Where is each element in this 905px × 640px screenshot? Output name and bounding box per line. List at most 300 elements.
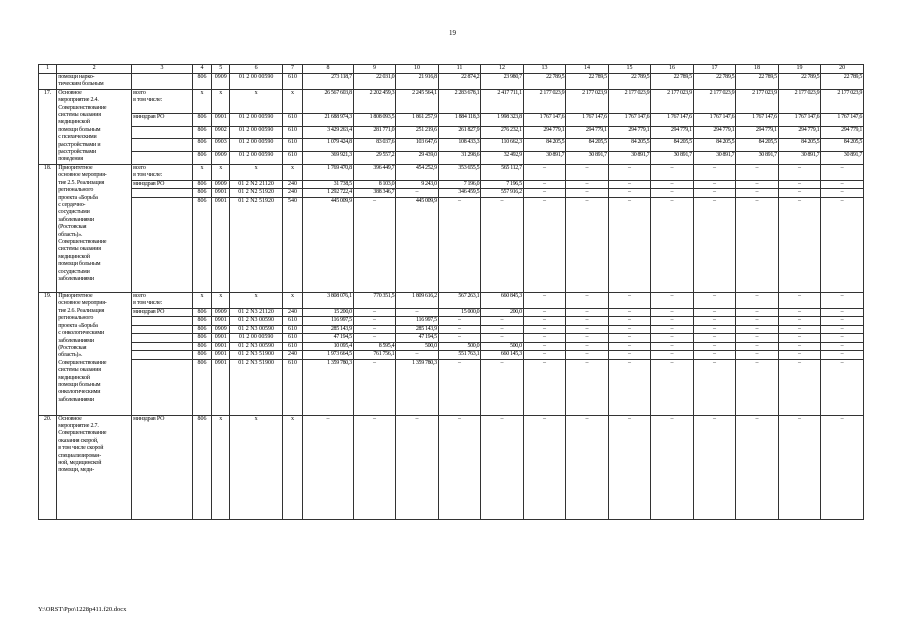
executor	[132, 74, 193, 90]
amount-cell: 10 095,4	[303, 342, 354, 350]
amount-cell: 346 459,5	[438, 189, 481, 197]
amount-cell: –	[523, 334, 566, 342]
amount-cell: –	[778, 293, 821, 309]
amount-cell: 2 177 023,9	[821, 89, 864, 113]
amount-cell: 22 789,5	[651, 74, 694, 90]
amount-cell: –	[353, 197, 396, 292]
budget-code-c6: 01 2 N3 21120	[230, 309, 283, 317]
amount-cell: 22 789,5	[778, 74, 821, 90]
executor	[132, 189, 193, 197]
amount-cell: 761 756,1	[353, 351, 396, 359]
budget-code-c6: 01 2 N2 21120	[230, 180, 283, 188]
amount-cell: –	[608, 325, 651, 333]
row-number	[39, 74, 57, 90]
amount-cell: 110 662,3	[481, 139, 524, 152]
amount-cell: –	[651, 164, 694, 180]
amount-cell: –	[353, 309, 396, 317]
amount-cell: 454 252,9	[396, 164, 439, 180]
amount-cell: 1 767 147,6	[778, 114, 821, 127]
amount-cell: –	[736, 342, 779, 350]
amount-cell: –	[821, 293, 864, 309]
table-row	[39, 126, 864, 139]
amount-cell: –	[651, 317, 694, 325]
budget-code-c6: 01 2 N3 51900	[230, 351, 283, 359]
amount-cell: –	[778, 415, 821, 519]
amount-cell: –	[566, 317, 609, 325]
amount-cell: –	[566, 189, 609, 197]
amount-cell: –	[353, 359, 396, 415]
measure-name: Приоритетное основное мероприя- тие 2.5. Реализация регионального проекта «Борьба с сердечно- сосудистыми заболеваниями (Ростовская область)». Совершенствование системы оказания медицинской помощи больным сосудистыми заболеваниями	[57, 164, 132, 292]
amount-cell: 22 789,5	[608, 74, 651, 90]
amount-cell: –	[523, 351, 566, 359]
amount-cell: 2 245 564,1	[396, 89, 439, 113]
amount-cell: –	[608, 309, 651, 317]
executor: минздрав РО	[132, 180, 193, 188]
amount-cell: –	[566, 164, 609, 180]
table-row	[39, 139, 864, 152]
budget-code-c4: 806	[192, 351, 211, 359]
amount-cell: 8 595,4	[353, 342, 396, 350]
amount-cell: –	[821, 189, 864, 197]
amount-cell: 294 779,1	[736, 126, 779, 139]
budget-code-c7: 610	[282, 317, 302, 325]
amount-cell: –	[523, 325, 566, 333]
budget-code-c5: 0909	[212, 180, 230, 188]
budget-code-c7: 240	[282, 180, 302, 188]
amount-cell: 294 779,1	[608, 126, 651, 139]
amount-cell: –	[778, 189, 821, 197]
amount-cell: –	[693, 164, 736, 180]
amount-cell: –	[353, 325, 396, 333]
amount-cell: –	[651, 309, 694, 317]
amount-cell: –	[736, 197, 779, 292]
amount-cell: –	[693, 342, 736, 350]
column-number: 12	[481, 65, 524, 74]
amount-cell: –	[821, 351, 864, 359]
amount-cell: –	[396, 415, 439, 519]
amount-cell: –	[821, 334, 864, 342]
budget-code-c7: 610	[282, 126, 302, 139]
amount-cell: –	[736, 180, 779, 188]
amount-cell: 1 861 257,9	[396, 114, 439, 127]
table-row	[39, 180, 864, 188]
executor: всего в том числе:	[132, 164, 193, 180]
amount-cell: 30 891,7	[523, 152, 566, 165]
amount-cell: 7 196,5	[481, 180, 524, 188]
budget-code-c5: 0901	[212, 342, 230, 350]
amount-cell: 396 449,7	[353, 164, 396, 180]
amount-cell: 103 647,6	[396, 139, 439, 152]
amount-cell: 500,0	[438, 342, 481, 350]
amount-cell: –	[608, 334, 651, 342]
column-number: 19	[778, 65, 821, 74]
budget-code-c7: 610	[282, 114, 302, 127]
amount-cell: –	[608, 415, 651, 519]
table-row	[39, 189, 864, 197]
amount-cell: 84 205,5	[651, 139, 694, 152]
amount-cell: –	[821, 180, 864, 188]
amount-cell: –	[736, 325, 779, 333]
amount-cell: –	[736, 293, 779, 309]
budget-code-c4: 806	[192, 139, 211, 152]
column-number: 4	[192, 65, 211, 74]
amount-cell: 294 779,1	[566, 126, 609, 139]
amount-cell: 2 177 023,9	[608, 89, 651, 113]
budget-code-c7: 240	[282, 309, 302, 317]
amount-cell: –	[523, 309, 566, 317]
amount-cell: –	[778, 317, 821, 325]
amount-cell: 2 177 023,9	[693, 89, 736, 113]
amount-cell: 445 009,9	[396, 197, 439, 292]
budget-code-c5: x	[212, 415, 230, 519]
budget-code-c7: 610	[282, 325, 302, 333]
amount-cell: 1 884 118,3	[438, 114, 481, 127]
amount-cell: –	[481, 197, 524, 292]
budget-code-c6: 01 2 N3 00590	[230, 325, 283, 333]
amount-cell: –	[778, 359, 821, 415]
amount-cell: 2 177 023,9	[778, 89, 821, 113]
executor	[132, 334, 193, 342]
executor	[132, 325, 193, 333]
budget-code-c5: 0901	[212, 359, 230, 415]
table-row	[39, 74, 864, 90]
executor	[132, 152, 193, 165]
budget-code-c6: 01 2 00 00590	[230, 114, 283, 127]
budget-code-c5: 0901	[212, 334, 230, 342]
amount-cell: –	[821, 342, 864, 350]
amount-cell: 1 973 664,5	[303, 351, 354, 359]
budget-code-c7: 610	[282, 139, 302, 152]
amount-cell: 84 205,5	[736, 139, 779, 152]
amount-cell: 2 283 678,1	[438, 89, 481, 113]
amount-cell: –	[736, 415, 779, 519]
budget-code-c5: 0909	[212, 74, 230, 90]
budget-code-c6: x	[230, 293, 283, 309]
amount-cell: 281 771,0	[353, 126, 396, 139]
amount-cell: 84 205,5	[608, 139, 651, 152]
budget-code-c4: 806	[192, 189, 211, 197]
amount-cell: 1 767 147,6	[523, 114, 566, 127]
budget-code-c6: 01 2 N2 51920	[230, 189, 283, 197]
budget-code-c5: 0901	[212, 114, 230, 127]
amount-cell: –	[693, 189, 736, 197]
table-row	[39, 317, 864, 325]
budget-code-c5: 0901	[212, 197, 230, 292]
executor: минздрав РО	[132, 309, 193, 317]
amount-cell: –	[608, 189, 651, 197]
budget-code-c7: 610	[282, 74, 302, 90]
amount-cell: –	[608, 342, 651, 350]
amount-cell: –	[736, 189, 779, 197]
amount-cell: –	[566, 293, 609, 309]
table-row	[39, 197, 864, 292]
budget-code-c7: 610	[282, 342, 302, 350]
amount-cell: –	[523, 197, 566, 292]
amount-cell: 22 789,5	[566, 74, 609, 90]
amount-cell: –	[651, 189, 694, 197]
amount-cell: –	[651, 351, 694, 359]
column-number: 16	[651, 65, 694, 74]
amount-cell: 1 767 147,6	[651, 114, 694, 127]
amount-cell: –	[481, 325, 524, 333]
amount-cell: –	[778, 309, 821, 317]
amount-cell: 31 298,6	[438, 152, 481, 165]
amount-cell: 22 789,5	[736, 74, 779, 90]
budget-code-c5: 0901	[212, 189, 230, 197]
table-row	[39, 114, 864, 127]
budget-code-c4: 806	[192, 74, 211, 90]
amount-cell: –	[821, 317, 864, 325]
amount-cell: 47 194,5	[303, 334, 354, 342]
column-number-row	[39, 65, 864, 74]
amount-cell: –	[608, 197, 651, 292]
column-number: 15	[608, 65, 651, 74]
column-number: 6	[230, 65, 283, 74]
budget-table	[38, 64, 864, 520]
budget-code-c7: 540	[282, 197, 302, 292]
amount-cell: 388 346,7	[353, 189, 396, 197]
amount-cell: 273 118,7	[303, 74, 354, 90]
amount-cell: 30 891,7	[651, 152, 694, 165]
amount-cell: 30 891,7	[821, 152, 864, 165]
amount-cell: –	[736, 351, 779, 359]
column-number: 14	[566, 65, 609, 74]
budget-code-c5: 0903	[212, 139, 230, 152]
budget-code-c7: x	[282, 293, 302, 309]
amount-cell: 567 263,1	[438, 293, 481, 309]
table-row	[39, 415, 864, 519]
amount-cell: 369 921,3	[303, 152, 354, 165]
measure-name: помощи нарко- тическим больным	[57, 74, 132, 90]
amount-cell: –	[608, 351, 651, 359]
amount-cell: –	[821, 325, 864, 333]
amount-cell: 1 767 147,6	[821, 114, 864, 127]
amount-cell: –	[523, 180, 566, 188]
budget-code-c4: 806	[192, 342, 211, 350]
amount-cell: 84 205,5	[523, 139, 566, 152]
column-number: 17	[693, 65, 736, 74]
column-number: 2	[57, 65, 132, 74]
executor: минздрав РО	[132, 415, 193, 519]
budget-code-c4: 806	[192, 114, 211, 127]
budget-code-c4: 806	[192, 359, 211, 415]
budget-code-c5: 0909	[212, 152, 230, 165]
budget-code-c4: x	[192, 89, 211, 113]
amount-cell: –	[523, 415, 566, 519]
column-number: 13	[523, 65, 566, 74]
amount-cell: –	[693, 359, 736, 415]
amount-cell: 353 655,5	[438, 164, 481, 180]
amount-cell: –	[736, 164, 779, 180]
amount-cell: 15 000,0	[438, 309, 481, 317]
amount-cell: –	[736, 359, 779, 415]
amount-cell: –	[651, 334, 694, 342]
amount-cell: –	[693, 325, 736, 333]
amount-cell: –	[566, 180, 609, 188]
amount-cell: –	[821, 309, 864, 317]
amount-cell: –	[566, 342, 609, 350]
amount-cell: –	[693, 197, 736, 292]
row-number: 20.	[39, 415, 57, 519]
budget-code-c7: 610	[282, 152, 302, 165]
amount-cell: –	[693, 415, 736, 519]
amount-cell: –	[566, 351, 609, 359]
amount-cell: 2 177 023,9	[523, 89, 566, 113]
budget-code-c4: 806	[192, 152, 211, 165]
amount-cell: 294 779,1	[523, 126, 566, 139]
amount-cell: 285 143,9	[396, 325, 439, 333]
budget-code-c6: 01 2 00 00590	[230, 126, 283, 139]
executor: всего в том числе:	[132, 89, 193, 113]
amount-cell: 3 429 263,4	[303, 126, 354, 139]
amount-cell: –	[608, 164, 651, 180]
executor	[132, 342, 193, 350]
amount-cell: 200,0	[481, 309, 524, 317]
amount-cell: 1 359 780,3	[396, 359, 439, 415]
amount-cell: 29 439,0	[396, 152, 439, 165]
amount-cell: –	[523, 317, 566, 325]
amount-cell: –	[736, 317, 779, 325]
amount-cell: –	[821, 415, 864, 519]
amount-cell: 1 998 323,8	[481, 114, 524, 127]
amount-cell: 285 143,9	[303, 325, 354, 333]
amount-cell: –	[821, 359, 864, 415]
amount-cell: 1 808 093,5	[353, 114, 396, 127]
budget-code-c6: 01 2 N3 00590	[230, 317, 283, 325]
column-number: 11	[438, 65, 481, 74]
amount-cell: 557 916,2	[481, 189, 524, 197]
budget-code-c5: x	[212, 293, 230, 309]
amount-cell: 84 205,5	[566, 139, 609, 152]
amount-cell: –	[566, 415, 609, 519]
amount-cell: 1 079 424,8	[303, 139, 354, 152]
column-number: 20	[821, 65, 864, 74]
amount-cell: 1 292 722,4	[303, 189, 354, 197]
budget-code-c7: x	[282, 164, 302, 180]
amount-cell: 108 433,3	[438, 139, 481, 152]
amount-cell: 276 232,1	[481, 126, 524, 139]
amount-cell: 2 202 459,3	[353, 89, 396, 113]
amount-cell: –	[303, 415, 354, 519]
amount-cell: 47 194,5	[396, 334, 439, 342]
amount-cell: –	[608, 293, 651, 309]
row-number: 17.	[39, 89, 57, 164]
amount-cell: –	[523, 189, 566, 197]
measure-name: Основное мероприятие 2.4. Совершенствование системы оказания медицинской помощи больным с психическими расстройствами и расстройствами поведения	[57, 89, 132, 164]
amount-cell: –	[778, 180, 821, 188]
amount-cell: 22 789,5	[821, 74, 864, 90]
amount-cell: –	[778, 197, 821, 292]
budget-code-c7: 610	[282, 334, 302, 342]
amount-cell: 29 557,2	[353, 152, 396, 165]
column-number: 18	[736, 65, 779, 74]
budget-code-c5: 0901	[212, 351, 230, 359]
amount-cell: 22 789,5	[523, 74, 566, 90]
amount-cell: –	[651, 197, 694, 292]
amount-cell: 1 809 616,2	[396, 293, 439, 309]
amount-cell: 261 827,9	[438, 126, 481, 139]
amount-cell: 500,0	[481, 342, 524, 350]
executor	[132, 139, 193, 152]
budget-code-c4: 806	[192, 197, 211, 292]
budget-code-c6: 01 2 N3 51900	[230, 359, 283, 415]
amount-cell: –	[651, 359, 694, 415]
amount-cell: –	[693, 293, 736, 309]
column-number: 1	[39, 65, 57, 74]
amount-cell: –	[608, 180, 651, 188]
amount-cell: –	[736, 334, 779, 342]
amount-cell: 15 200,0	[303, 309, 354, 317]
budget-code-c7: 610	[282, 359, 302, 415]
budget-code-c5: x	[212, 164, 230, 180]
executor: минздрав РО	[132, 114, 193, 127]
executor	[132, 359, 193, 415]
amount-cell: 22 031,0	[353, 74, 396, 90]
amount-cell: 9 243,0	[396, 180, 439, 188]
budget-code-c6: 01 2 N2 51920	[230, 197, 283, 292]
amount-cell: –	[438, 325, 481, 333]
budget-code-c7: x	[282, 415, 302, 519]
budget-code-c5: 0902	[212, 126, 230, 139]
amount-cell: 445 009,9	[303, 197, 354, 292]
amount-cell: –	[778, 164, 821, 180]
amount-cell: –	[523, 342, 566, 350]
amount-cell: 2 177 023,9	[566, 89, 609, 113]
amount-cell: –	[778, 325, 821, 333]
budget-code-c5: x	[212, 89, 230, 113]
amount-cell: –	[651, 180, 694, 188]
amount-cell: –	[608, 317, 651, 325]
amount-cell: –	[396, 189, 439, 197]
row-number: 18.	[39, 164, 57, 292]
amount-cell: 32 492,9	[481, 152, 524, 165]
amount-cell: 294 779,1	[651, 126, 694, 139]
amount-cell: –	[736, 309, 779, 317]
amount-cell: –	[481, 415, 524, 519]
table-row	[39, 325, 864, 333]
table-row	[39, 334, 864, 342]
amount-cell: 31 738,5	[303, 180, 354, 188]
table-row	[39, 152, 864, 165]
amount-cell: –	[353, 415, 396, 519]
budget-code-c4: 806	[192, 309, 211, 317]
amount-cell: –	[566, 197, 609, 292]
measure-name: Основное мероприятие 2.7. Совершенствование оказания скорой, в том числе скорой специализирован- ной, медицинской помощи, меди-	[57, 415, 132, 519]
amount-cell: 660 845,3	[481, 293, 524, 309]
amount-cell: –	[566, 334, 609, 342]
amount-cell: 84 205,5	[821, 139, 864, 152]
page-number: 19	[449, 29, 456, 37]
amount-cell: –	[693, 351, 736, 359]
table-row	[39, 351, 864, 359]
amount-cell: 770 351,5	[353, 293, 396, 309]
table-row	[39, 309, 864, 317]
amount-cell: 294 779,1	[778, 126, 821, 139]
amount-cell: 7 196,0	[438, 180, 481, 188]
amount-cell: –	[396, 309, 439, 317]
amount-cell: –	[481, 334, 524, 342]
budget-code-c6: x	[230, 89, 283, 113]
budget-code-c7: 240	[282, 189, 302, 197]
column-number: 9	[353, 65, 396, 74]
budget-code-c4: 806	[192, 180, 211, 188]
table-row	[39, 164, 864, 180]
amount-cell: –	[693, 180, 736, 188]
amount-cell: –	[821, 197, 864, 292]
file-path-footer: Y:\ORST\Ppo\1228p411.f20.docx	[38, 606, 127, 613]
amount-cell: –	[651, 415, 694, 519]
amount-cell: 251 219,6	[396, 126, 439, 139]
